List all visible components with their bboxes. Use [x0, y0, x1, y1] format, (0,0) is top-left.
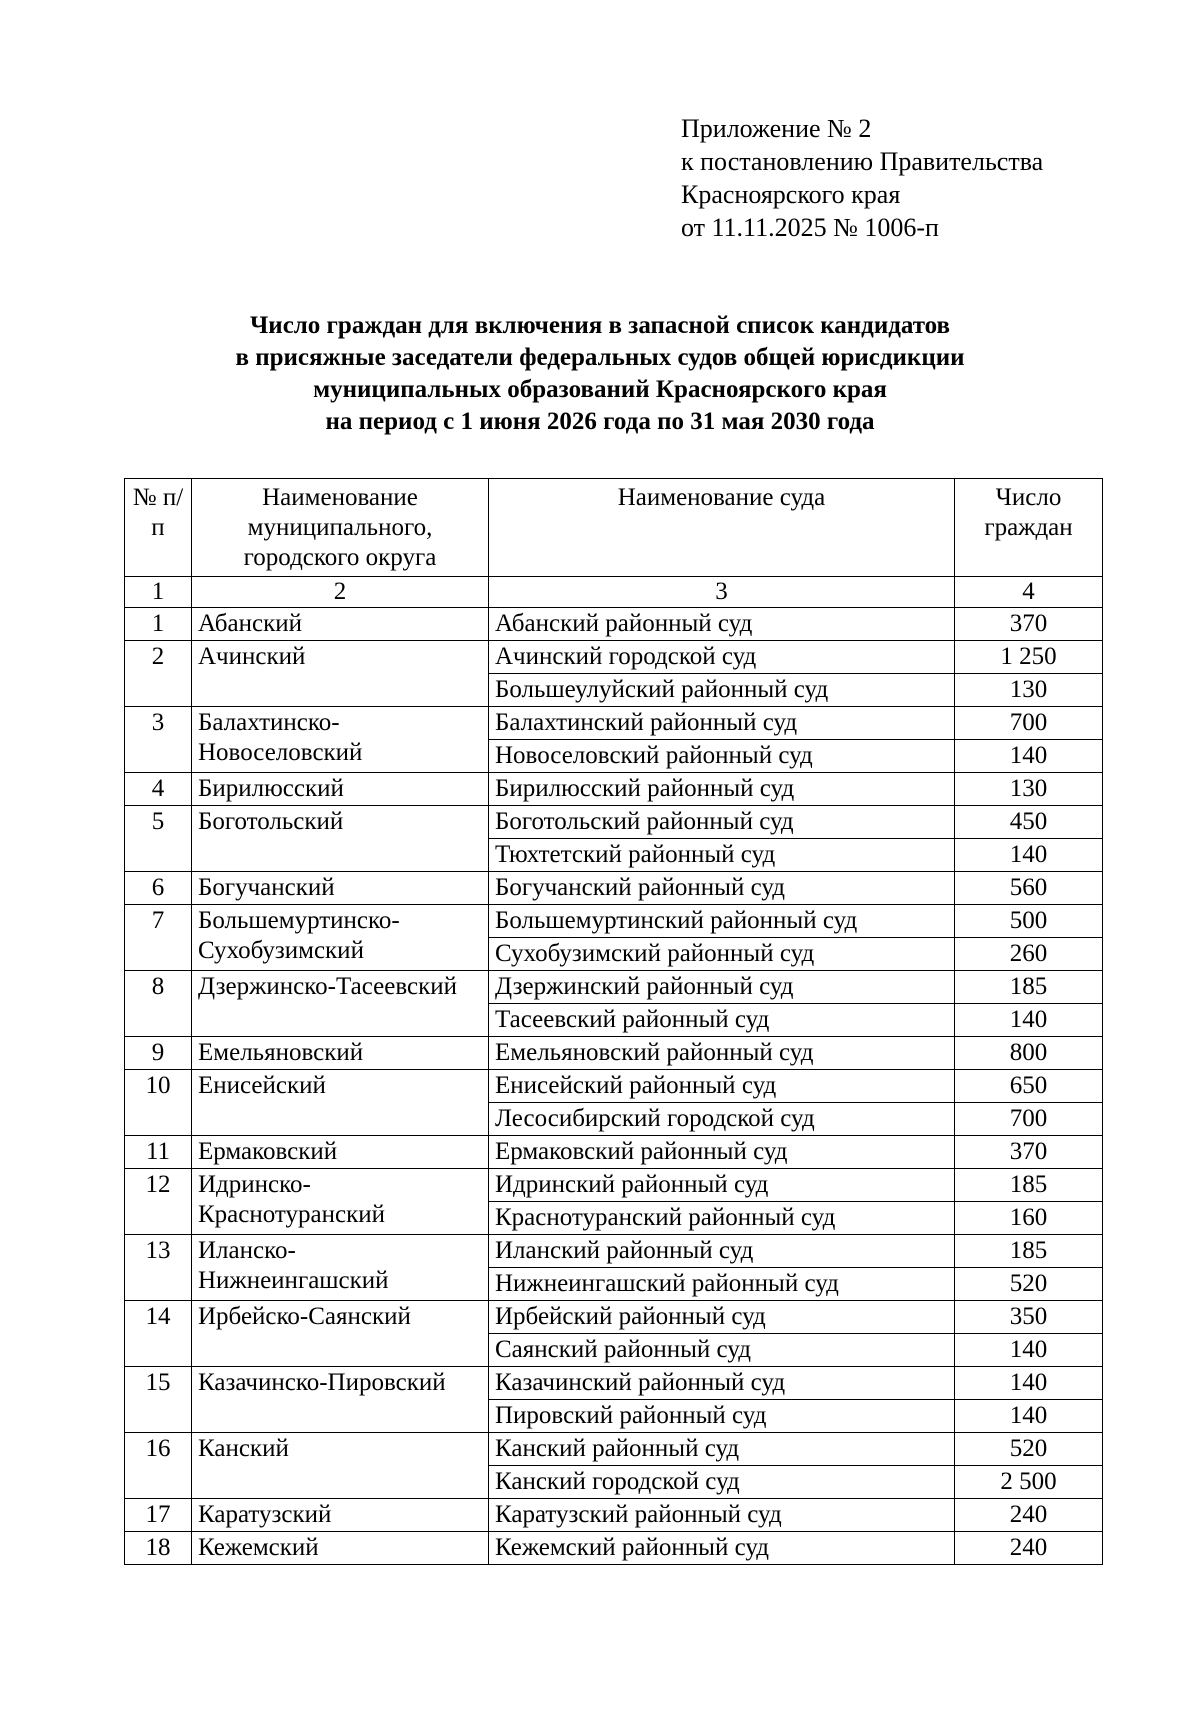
table-body [125, 608, 1103, 1565]
citizen-count: 160 [955, 1202, 1103, 1235]
municipality-name: Емельяновский [192, 1037, 489, 1070]
column-index-cell: 2 [192, 577, 489, 608]
court-name: Новоселовский районный суд [489, 740, 955, 773]
citizen-count: 520 [955, 1268, 1103, 1301]
municipality-name: Канский [192, 1433, 489, 1499]
header-municipality [192, 479, 489, 577]
court-name: Абанский районный суд [489, 608, 955, 641]
citizen-count: 260 [955, 938, 1103, 971]
title-line: Число граждан для включения в запасной список кандидатов [249, 312, 951, 339]
row-number: 14 [125, 1301, 192, 1367]
court-name: Ачинский городской суд [489, 641, 955, 674]
row-number: 5 [125, 806, 192, 872]
court-name: Ермаковский районный суд [489, 1136, 955, 1169]
table-row [125, 1301, 1103, 1334]
citizen-count: 450 [955, 806, 1103, 839]
court-name: Иланский районный суд [489, 1235, 955, 1268]
row-number: 10 [125, 1070, 192, 1136]
row-number: 8 [125, 971, 192, 1037]
jurors-table [124, 478, 1103, 1565]
court-name: Лесосибирский городской суд [489, 1103, 955, 1136]
table-row [125, 806, 1103, 839]
citizen-count: 140 [955, 740, 1103, 773]
municipality-name: Кежемский [192, 1532, 489, 1565]
header-row [125, 479, 1103, 577]
court-name: Нижнеингашский районный суд [489, 1268, 955, 1301]
citizen-count: 1 250 [955, 641, 1103, 674]
table-row [125, 1433, 1103, 1466]
municipality-name: Большемуртинско-Сухобузимский [192, 905, 489, 971]
title-line: в присяжные заседатели федеральных судов общей юрисдикции [235, 344, 965, 371]
table-row [125, 641, 1103, 674]
row-number: 17 [125, 1499, 192, 1532]
row-number: 16 [125, 1433, 192, 1499]
municipality-name: Ермаковский [192, 1136, 489, 1169]
citizen-count: 185 [955, 971, 1103, 1004]
court-name: Кежемский районный суд [489, 1532, 955, 1565]
court-name: Ирбейский районный суд [489, 1301, 955, 1334]
municipality-name: Боготольский [192, 806, 489, 872]
municipality-name: Енисейский [192, 1070, 489, 1136]
table-row [125, 971, 1103, 1004]
citizen-count: 140 [955, 839, 1103, 872]
row-number: 3 [125, 707, 192, 773]
table-row [125, 707, 1103, 740]
title-line: на период с 1 июня 2026 года по 31 мая 2030 года [325, 408, 875, 435]
header-municipality-text: Наименование муниципального, городского округа [243, 484, 437, 571]
municipality-name: Бирилюсский [192, 773, 489, 806]
court-name: Богучанский районный суд [489, 872, 955, 905]
row-number: 18 [125, 1532, 192, 1565]
court-name: Сухобузимский районный суд [489, 938, 955, 971]
table-row [125, 1532, 1103, 1565]
header-count [955, 479, 1103, 577]
citizen-count: 370 [955, 1136, 1103, 1169]
municipality-name: Дзержинско-Тасеевский [192, 971, 489, 1037]
citizen-count: 130 [955, 674, 1103, 707]
table-row [125, 905, 1103, 938]
row-number: 6 [125, 872, 192, 905]
citizen-count: 350 [955, 1301, 1103, 1334]
citizen-count: 2 500 [955, 1466, 1103, 1499]
municipality-name: Абанский [192, 608, 489, 641]
court-name: Тасеевский районный суд [489, 1004, 955, 1037]
citizen-count: 140 [955, 1004, 1103, 1037]
court-name: Бирилюсский районный суд [489, 773, 955, 806]
municipality-name: Ирбейско-Саянский [192, 1301, 489, 1367]
court-name: Большемуртинский районный суд [489, 905, 955, 938]
row-number: 7 [125, 905, 192, 971]
court-name: Боготольский районный суд [489, 806, 955, 839]
citizen-count: 240 [955, 1499, 1103, 1532]
appendix-line: к постановлению Правительства [681, 147, 1044, 176]
court-name: Пировский районный суд [489, 1400, 955, 1433]
citizen-count: 140 [955, 1367, 1103, 1400]
table-row [125, 1136, 1103, 1169]
citizen-count: 185 [955, 1235, 1103, 1268]
appendix-line: Приложение № 2 [681, 114, 872, 143]
citizen-count: 185 [955, 1169, 1103, 1202]
municipality-name: Ачинский [192, 641, 489, 707]
court-name: Большеулуйский районный суд [489, 674, 955, 707]
column-index-cell: 1 [125, 577, 192, 608]
court-name: Казачинский районный суд [489, 1367, 955, 1400]
citizen-count: 130 [955, 773, 1103, 806]
document-title [90, 310, 1110, 438]
citizen-count: 700 [955, 1103, 1103, 1136]
table-row [125, 608, 1103, 641]
municipality-name: Идринско-Краснотуранский [192, 1169, 489, 1235]
court-name: Балахтинский районный суд [489, 707, 955, 740]
municipality-name: Богучанский [192, 872, 489, 905]
column-index-cell: 3 [489, 577, 955, 608]
row-number: 12 [125, 1169, 192, 1235]
header-num-text: № п/п [132, 484, 184, 541]
court-name: Канский районный суд [489, 1433, 955, 1466]
table-row [125, 872, 1103, 905]
table-row [125, 1169, 1103, 1202]
appendix-line: от 11.11.2025 № 1006-п [681, 213, 939, 242]
court-name: Тюхтетский районный суд [489, 839, 955, 872]
row-number: 1 [125, 608, 192, 641]
citizen-count: 520 [955, 1433, 1103, 1466]
header-num [125, 479, 192, 577]
court-name: Краснотуранский районный суд [489, 1202, 955, 1235]
header-count-text: Число граждан [984, 484, 1073, 541]
row-number: 15 [125, 1367, 192, 1433]
municipality-name: Казачинско-Пировский [192, 1367, 489, 1433]
court-name: Идринский районный суд [489, 1169, 955, 1202]
citizen-count: 240 [955, 1532, 1103, 1565]
municipality-name: Иланско-Нижнеингашский [192, 1235, 489, 1301]
column-index-cell: 4 [955, 577, 1103, 608]
title-line: муниципальных образований Красноярского края [313, 376, 887, 403]
citizen-count: 500 [955, 905, 1103, 938]
header-court-text: Наименование суда [617, 484, 826, 511]
citizen-count: 650 [955, 1070, 1103, 1103]
citizen-count: 140 [955, 1400, 1103, 1433]
court-name: Емельяновский районный суд [489, 1037, 955, 1070]
column-index-row [125, 577, 1103, 608]
court-name: Каратузский районный суд [489, 1499, 955, 1532]
table-row [125, 773, 1103, 806]
table-row [125, 1499, 1103, 1532]
citizen-count: 560 [955, 872, 1103, 905]
row-number: 11 [125, 1136, 192, 1169]
table-row [125, 1037, 1103, 1070]
table-row [125, 1367, 1103, 1400]
court-name: Канский городской суд [489, 1466, 955, 1499]
court-name: Енисейский районный суд [489, 1070, 955, 1103]
row-number: 13 [125, 1235, 192, 1301]
citizen-count: 140 [955, 1334, 1103, 1367]
row-number: 4 [125, 773, 192, 806]
citizen-count: 370 [955, 608, 1103, 641]
appendix-block [681, 112, 1043, 244]
row-number: 9 [125, 1037, 192, 1070]
table-row [125, 1070, 1103, 1103]
header-court [489, 479, 955, 577]
citizen-count: 700 [955, 707, 1103, 740]
court-name: Дзержинский районный суд [489, 971, 955, 1004]
municipality-name: Каратузский [192, 1499, 489, 1532]
court-name: Саянский районный суд [489, 1334, 955, 1367]
appendix-line: Красноярского края [681, 180, 901, 209]
row-number: 2 [125, 641, 192, 707]
table-row [125, 1235, 1103, 1268]
citizen-count: 800 [955, 1037, 1103, 1070]
municipality-name: Балахтинско-Новоселовский [192, 707, 489, 773]
